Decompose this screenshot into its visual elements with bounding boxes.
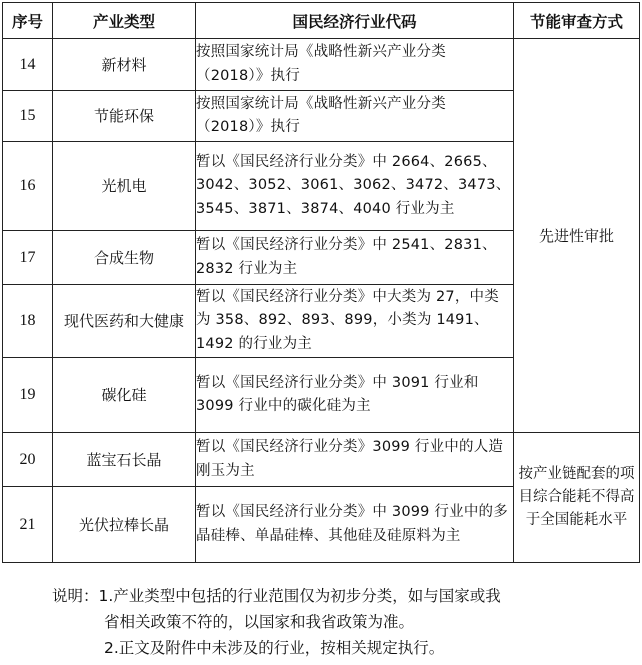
row-code: 暂以《国民经济行业分类》中大类为 27，中类为 358、892、893、899，小类为 1491、1492 的行业为主 [196, 285, 514, 358]
table-row [3, 433, 640, 487]
industry-table [2, 2, 640, 563]
row-seq: 14 [3, 39, 53, 91]
review-method-chain: 按产业链配套的项目综合能耗不得高于全国能耗水平 [514, 433, 640, 563]
row-seq: 21 [3, 487, 53, 563]
table-row [3, 39, 640, 91]
header-review-method: 节能审查方式 [514, 3, 640, 39]
row-code: 按照国家统计局《战略性新兴产业分类（2018）》执行 [196, 39, 514, 91]
row-category: 现代医药和大健康 [53, 285, 196, 358]
row-seq: 17 [3, 231, 53, 285]
review-method-advanced: 先进性审批 [514, 39, 640, 433]
row-category: 光机电 [53, 142, 196, 231]
row-code: 按照国家统计局《战略性新兴产业分类（2018）》执行 [196, 91, 514, 142]
header-industry-code: 国民经济行业代码 [196, 3, 514, 39]
row-category: 节能环保 [53, 91, 196, 142]
row-category: 碳化硅 [53, 358, 196, 433]
note-line-2: 省相关政策不符的，以国家和我省政策为准。 [104, 613, 415, 631]
row-seq: 16 [3, 142, 53, 231]
row-code: 暂以《国民经济行业分类》3099 行业中的人造刚玉为主 [196, 433, 514, 487]
row-code: 暂以《国民经济行业分类》中 3099 行业中的多晶硅棒、单晶硅棒、其他硅及硅原料为主 [196, 487, 514, 563]
notes [52, 583, 632, 661]
row-category: 蓝宝石长晶 [53, 433, 196, 487]
table-header-row [3, 3, 640, 39]
row-seq: 18 [3, 285, 53, 358]
row-code: 暂以《国民经济行业分类》中 3091 行业和 3099 行业中的碳化硅为主 [196, 358, 514, 433]
row-code: 暂以《国民经济行业分类》中 2541、2831、2832 行业为主 [196, 231, 514, 285]
row-seq: 20 [3, 433, 53, 487]
row-category: 合成生物 [53, 231, 196, 285]
note-line-1: 说明：1.产业类型中包括的行业范围仅为初步分类，如与国家或我 [52, 587, 501, 605]
row-code: 暂以《国民经济行业分类》中 2664、2665、3042、3052、3061、3062、3472、3473、3545、3871、3874、4040 行业为主 [196, 142, 514, 231]
row-category: 新材料 [53, 39, 196, 91]
row-category: 光伏拉棒长晶 [53, 487, 196, 563]
row-seq: 15 [3, 91, 53, 142]
header-category: 产业类型 [53, 3, 196, 39]
row-seq: 19 [3, 358, 53, 433]
note-line-3: 2.正文及附件中未涉及的行业，按相关规定执行。 [104, 639, 445, 657]
header-seq: 序号 [3, 3, 53, 39]
